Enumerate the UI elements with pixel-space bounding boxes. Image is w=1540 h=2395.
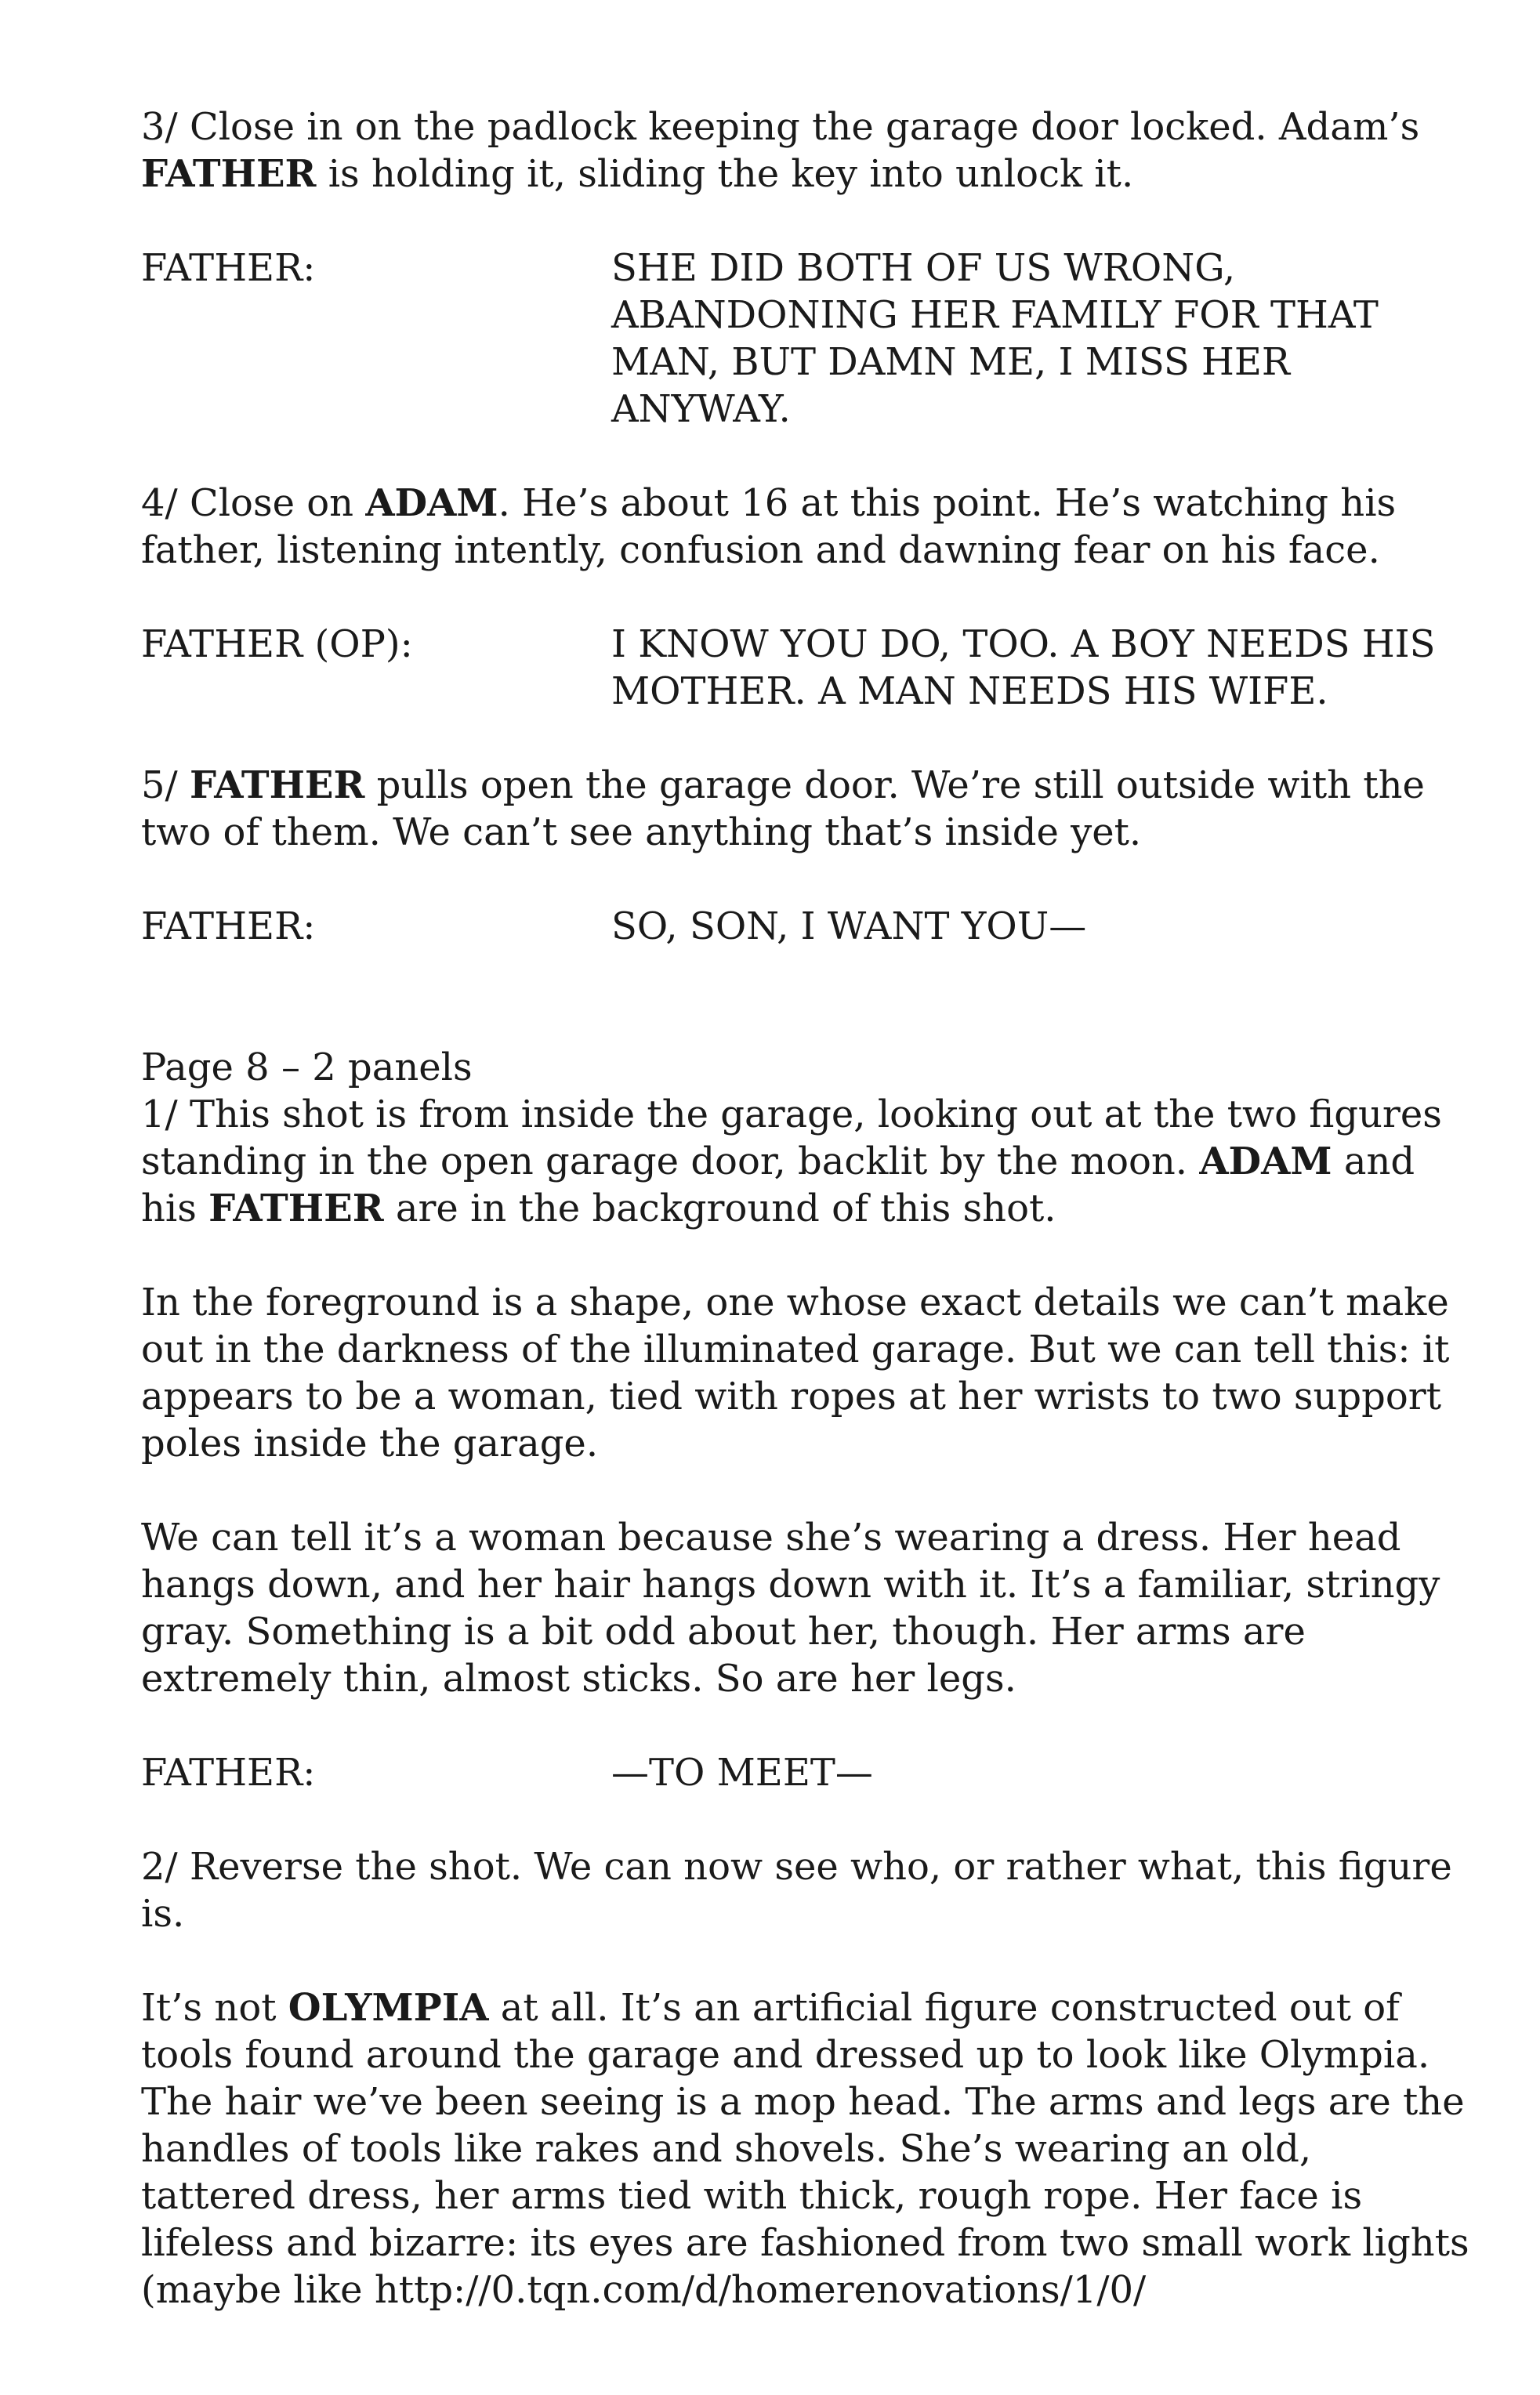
panel-description-5 (141, 762, 1477, 856)
panel-description-4 (141, 480, 1477, 574)
speaker-name: FATHER: (141, 1751, 316, 1795)
panel-text: . He’s about 16 at this point. He’s watching his father, listening intently, confusion and dawning fear on his face. (141, 481, 1397, 572)
speech-text: SHE DID BOTH OF US WRONG, ABANDONING HER FAMILY FOR THAT MAN, BUT DAMN ME, I MISS HER ANYWAY. (611, 246, 1379, 431)
dialogue-line (141, 621, 1477, 715)
dialogue-line (141, 903, 1477, 950)
character-name: FATHER (141, 152, 317, 196)
panel-description-3 (141, 103, 1477, 197)
speech-text: —TO MEET— (611, 1751, 873, 1795)
character-name: FATHER (189, 763, 365, 807)
panel-text: are in the background of this shot. (383, 1187, 1056, 1230)
panel-text: is holding it, sliding the key into unlock it. (316, 152, 1134, 196)
speaker-name: FATHER: (141, 904, 316, 948)
description-paragraph (141, 1984, 1477, 2313)
page-heading: Page 8 – 2 panels (141, 1045, 473, 1089)
panel-text: at all. It’s an artificial figure constructed out of tools found around the garage and dressed up to look like Olympia. The hair we’ve been seeing is a mop head. The arms and legs are the handles of tools like rakes and shovels. She’s wearing an old, tattered dress, her arms tied with thick, rough rope. Her face is lifeless and bizarre: its eyes are fashioned from two small work lights (maybe like http://0.tqn.com/d/homerenovations/1/0/ (141, 1986, 1469, 2312)
dialogue-line (141, 1749, 1477, 1796)
description-paragraph: In the foreground is a shape, one whose exact details we can’t make out in the darkness of the illuminated garage. But we can tell this: it appears to be a woman, tied with ropes at her wrists to two support poles inside the garage. (141, 1281, 1450, 1466)
panel-text: 5/ (141, 763, 190, 807)
panel-text: 1/ This shot is from inside the garage, looking out at the two figures standing in the open garage door, backlit by the moon. (141, 1092, 1442, 1183)
spacer (141, 997, 1477, 1044)
character-name: FATHER (208, 1187, 384, 1230)
panel-text: 3/ Close in on the padlock keeping the garage door locked. Adam’s (141, 105, 1420, 149)
dialogue-line (141, 245, 1477, 433)
panel-description-p8-2: 2/ Reverse the shot. We can now see who, or rather what, this figure is. (141, 1845, 1452, 1936)
panel-description-p8-1 (141, 1091, 1477, 1232)
speaker-name: FATHER: (141, 246, 316, 290)
speech-text: SO, SON, I WANT YOU— (611, 904, 1087, 948)
panel-text: 4/ Close on (141, 481, 366, 525)
panel-text: It’s not (141, 1986, 288, 2030)
speaker-name: FATHER (OP): (141, 622, 413, 666)
speech-text: I KNOW YOU DO, TOO. A BOY NEEDS HIS MOTHER. A MAN NEEDS HIS WIFE. (611, 622, 1436, 713)
panel-text: pulls open the garage door. We’re still outside with the two of them. We can’t see anything that’s inside yet. (141, 763, 1425, 854)
character-name: ADAM (1199, 1140, 1332, 1183)
character-name: OLYMPIA (288, 1986, 489, 2030)
character-name: ADAM (365, 481, 498, 525)
panel-text: and his (141, 1140, 1415, 1230)
description-paragraph: We can tell it’s a woman because she’s wearing a dress. Her head hangs down, and her hair hangs down with it. It’s a familiar, stringy gray. Something is a bit odd about her, though. Her arms are extremely thin, almost sticks. So are her legs. (141, 1516, 1440, 1701)
